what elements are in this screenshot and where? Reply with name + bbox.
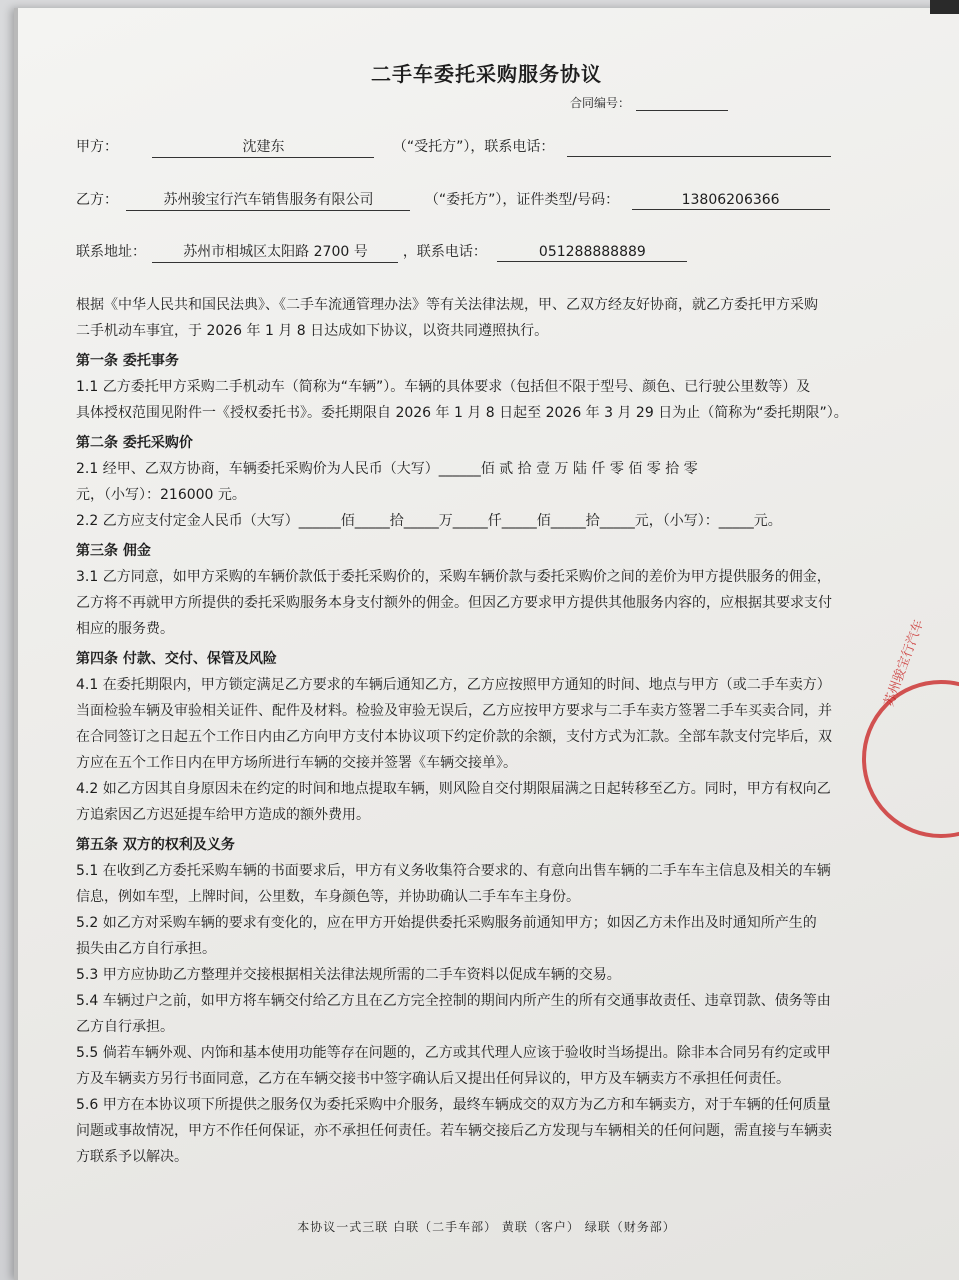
clause-5-6-line-1: 5.6 甲方在本协议项下所提供之服务仅为委托采购中介服务，最终车辆成交的双方为乙方和车辆卖方，对于车辆的任何质量	[76, 1097, 831, 1113]
clause-3-1-line-1: 3.1 乙方同意，如甲方采购的车辆价款低于委托采购价的，采购车辆价款与委托采购价之间的差价为甲方提供服务的佣金，	[76, 569, 831, 585]
section-4-title: 第四条 付款、交付、保管及风险	[76, 651, 277, 667]
paper-edge	[14, 8, 18, 1280]
party-a-row	[76, 136, 831, 158]
party-b-label: 乙方：	[76, 192, 118, 208]
contact-address: 苏州市相城区太阳路 2700 号	[152, 241, 398, 263]
clause-3-1-line-3: 相应的服务费。	[76, 621, 174, 637]
clause-1-1-line-2: 具体授权范围见附件一《授权委托书》。委托期限自 2026 年 1 月 8 日起至 2026 年 3 月 29 日为止（简称为“委托期限”）。	[76, 405, 848, 421]
clause-2-1-line-2: 元，（小写）：216000 元。	[76, 487, 246, 503]
clause-4-1-line-2: 当面检验车辆及审验相关证件、配件及材料。检验及审验无误后，乙方应按甲方要求与二手车卖方签署二手车买卖合同，并	[76, 703, 832, 719]
clause-5-2-line-1: 5.2 如乙方对采购车辆的要求有变化的，应在甲方开始提供委托采购服务前通知甲方；如因乙方未作出及时通知所产生的	[76, 915, 817, 931]
contract-number-label: 合同编号：	[570, 96, 631, 110]
party-a-role: （“受托方”），联系电话：	[392, 139, 555, 155]
clause-4-1-line-1: 4.1 在委托期限内，甲方锁定满足乙方要求的车辆后通知乙方，乙方应按照甲方通知的时间、地点与甲方（或二手车卖方）	[76, 677, 831, 693]
section-3-title: 第三条 佣金	[76, 543, 151, 559]
seal-text: 苏州骏宝行汽车	[881, 617, 927, 709]
clause-5-6-line-3: 方联系予以解决。	[76, 1149, 188, 1165]
party-b-row	[76, 189, 830, 211]
party-b-name: 苏州骏宝行汽车销售服务有限公司	[126, 189, 410, 211]
clause-5-5-line-2: 方及车辆卖方另行书面同意，乙方在车辆交接书中签字确认后又提出任何异议的，甲方及车辆卖方不承担任何责任。	[76, 1071, 790, 1087]
clause-2-2: 2.2 乙方应支付定金人民币（大写）______佰_____拾_____万_____仟_____佰_____拾_____元，（小写）：_____元。	[76, 513, 782, 529]
party-b-role: （“委托方”），证件类型/号码：	[424, 192, 620, 208]
section-5-title: 第五条 双方的权利及义务	[76, 837, 235, 853]
clause-5-6-line-2: 问题或事故情况，甲方不作任何保证，亦不承担任何责任。若车辆交接后乙方发现与车辆相关的任何问题，需直接与车辆卖	[76, 1123, 832, 1139]
clause-5-1-line-1: 5.1 在收到乙方委托采购车辆的书面要求后，甲方有义务收集符合要求的、有意向出售车辆的二手车车主信息及相关的车辆	[76, 863, 831, 879]
contract-paper	[14, 8, 959, 1280]
clause-4-1-line-4: 方应在五个工作日内在甲方场所进行车辆的交接并签署《车辆交接单》。	[76, 755, 517, 771]
contract-body	[76, 292, 912, 1170]
photo-corner	[930, 0, 959, 14]
contract-number	[570, 94, 728, 111]
contact-row	[76, 241, 687, 263]
contact-phone-label: ，联系电话：	[402, 244, 487, 260]
clause-4-2-line-2: 方追索因乙方迟延提车给甲方造成的额外费用。	[76, 807, 370, 823]
party-b-id: 13806206366	[632, 192, 830, 210]
document-title: 二手车委托采购服务协议	[371, 62, 602, 86]
clause-5-3: 5.3 甲方应协助乙方整理并交接根据相关法律法规所需的二手车资料以促成车辆的交易。	[76, 967, 621, 983]
clause-5-2-line-2: 损失由乙方自行承担。	[76, 941, 216, 957]
clause-5-5-line-1: 5.5 倘若车辆外观、内饰和基本使用功能等存在问题的，乙方或其代理人应该于验收时当场提出。除非本合同另有约定或甲	[76, 1045, 831, 1061]
party-a-phone-blank	[567, 139, 831, 157]
clause-2-1-line-1: 2.1 经甲、乙双方协商，车辆委托采购价为人民币（大写）______佰 贰 拾 壹 万 陆 仟 零 佰 零 拾 零	[76, 461, 698, 477]
clause-1-1-line-1: 1.1 乙方委托甲方采购二手机动车（简称为“车辆”）。车辆的具体要求（包括但不限于型号、颜色、已行驶公里数等）及	[76, 379, 811, 395]
party-a-label: 甲方：	[76, 139, 118, 155]
party-a-name: 沈建东	[152, 136, 374, 158]
clause-5-1-line-2: 信息，例如车型，上牌时间，公里数，车身颜色等，并协助确认二手车车主身份。	[76, 889, 580, 905]
clause-5-4-line-2: 乙方自行承担。	[76, 1019, 174, 1035]
contact-label: 联系地址：	[76, 244, 146, 260]
contact-phone: 051288888889	[497, 244, 687, 262]
footer-copies: 本协议一式三联 白联（二手车部） 黄联（客户） 绿联（财务部）	[297, 1220, 676, 1234]
section-2-title: 第二条 委托采购价	[76, 435, 193, 451]
intro-line-1: 根据《中华人民共和国民法典》、《二手车流通管理办法》等有关法律法规，甲、乙双方经友好协商，就乙方委托甲方采购	[76, 297, 818, 313]
intro-line-2: 二手机动车事宜，于 2026 年 1 月 8 日达成如下协议，以资共同遵照执行。	[76, 323, 549, 339]
clause-4-1-line-3: 在合同签订之日起五个工作日内由乙方向甲方支付本协议项下约定价款的余额，支付方式为汇款。全部车款支付完毕后，双	[76, 729, 832, 745]
clause-3-1-line-2: 乙方将不再就甲方所提供的委托采购服务本身支付额外的佣金。但因乙方要求甲方提供其他服务内容的，应根据其要求支付	[76, 595, 832, 611]
clause-4-2-line-1: 4.2 如乙方因其自身原因未在约定的时间和地点提取车辆，则风险自交付期限届满之日起转移至乙方。同时，甲方有权向乙	[76, 781, 831, 797]
clause-5-4-line-1: 5.4 车辆过户之前，如甲方将车辆交付给乙方且在乙方完全控制的期间内所产生的所有交通事故责任、违章罚款、债务等由	[76, 993, 831, 1009]
contract-number-blank	[636, 98, 728, 111]
section-1-title: 第一条 委托事务	[76, 353, 179, 369]
